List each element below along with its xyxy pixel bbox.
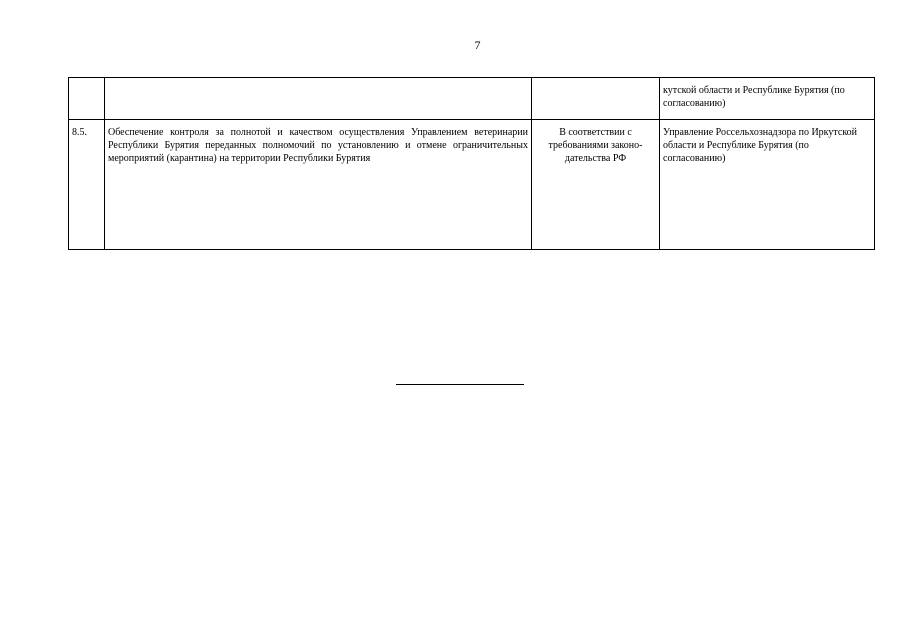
cell-number xyxy=(69,78,105,120)
cell-description xyxy=(105,78,532,120)
table-row xyxy=(69,120,875,250)
measures-table xyxy=(68,77,875,250)
page-number: 7 xyxy=(474,38,481,52)
cell-responsible: кутской области и Республике Бурятия (по согласованию) xyxy=(660,78,875,120)
cell-description: Обеспечение контроля за полнотой и качеством осуществления Управлением ветеринарии Республики Бурятия переданных полномочий по установлению и отмене ограничительных мероприятий (карантина) на территории Республики Бурятия xyxy=(105,120,532,250)
table-row-continuation xyxy=(69,78,875,120)
cell-term xyxy=(532,78,660,120)
cell-number: 8.5. xyxy=(69,120,105,250)
cell-responsible: Управление Россельхознадзора по Иркутской области и Республике Бурятия (по согласованию) xyxy=(660,120,875,250)
cell-term: В соответствии с требованиями законо-дательства РФ xyxy=(532,120,660,250)
end-separator-line xyxy=(396,384,524,385)
